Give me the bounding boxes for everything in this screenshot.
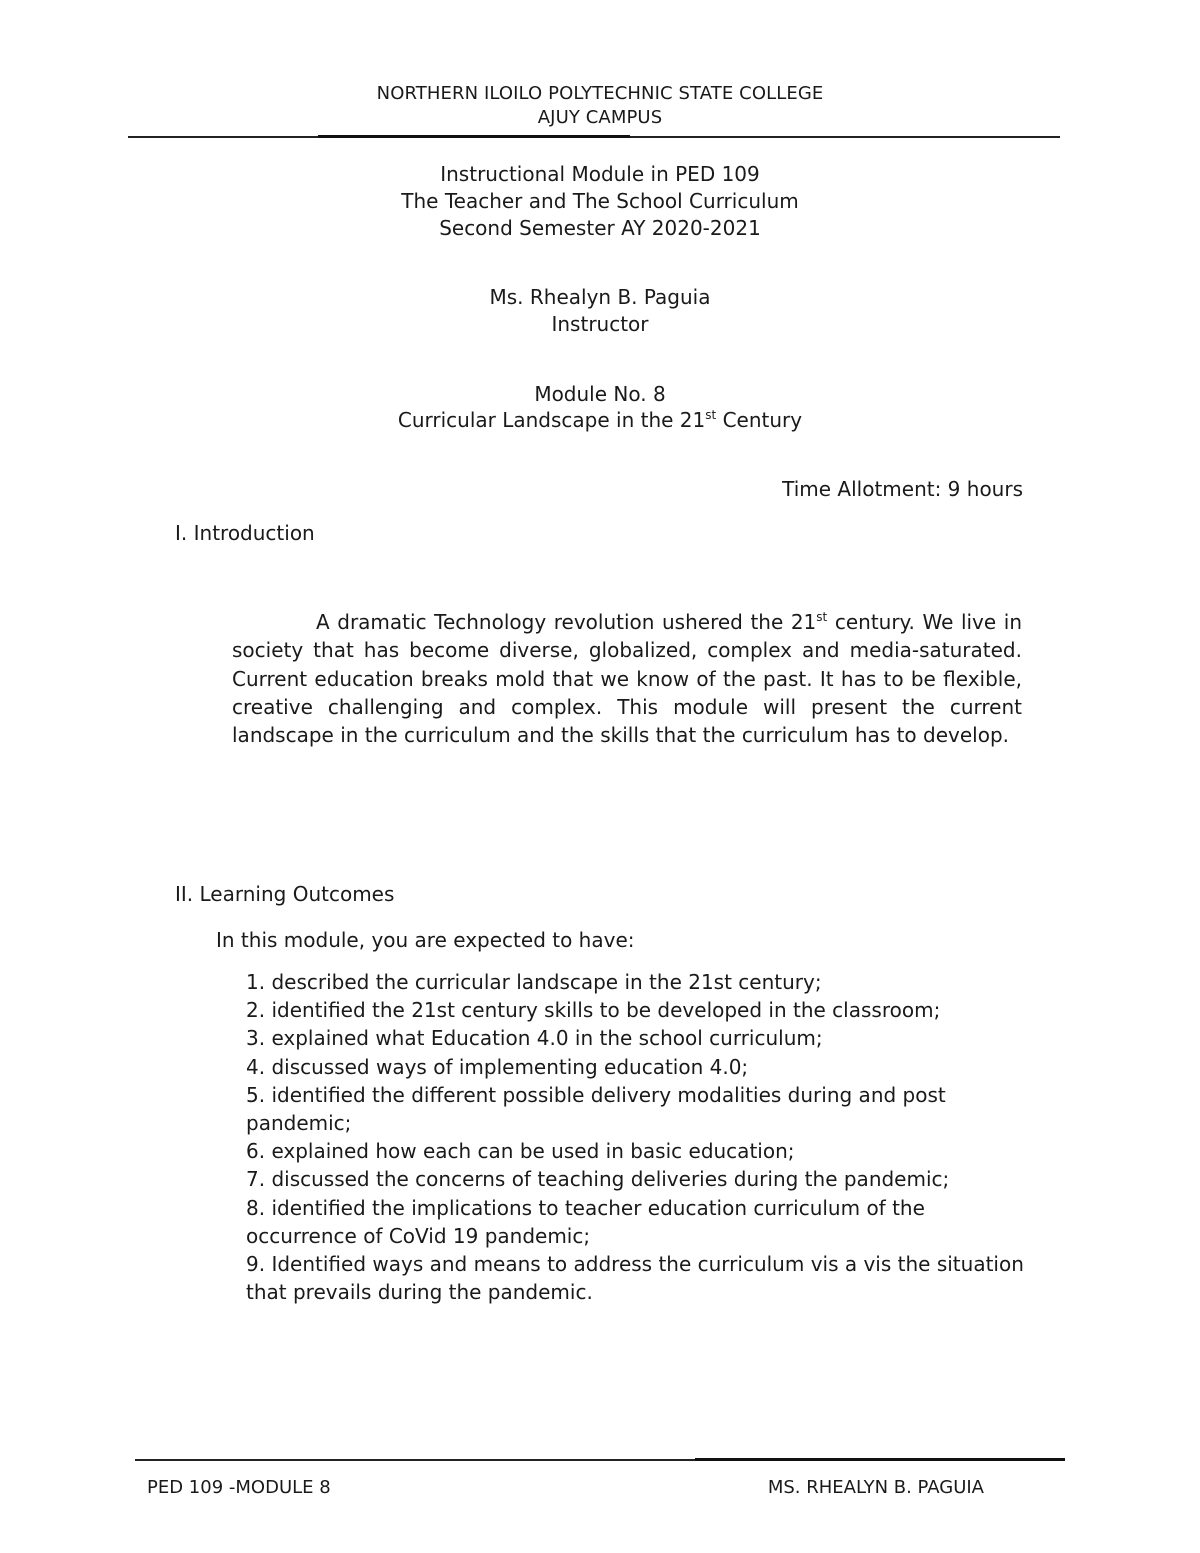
module-title (0, 406, 1200, 434)
list-item: 9. Identified ways and means to address the curriculum vis a vis the situation that prevails during the pandemic. (246, 1252, 1024, 1305)
module-title-superscript: st (705, 408, 717, 422)
semester-line: Second Semester AY 2020-2021 (439, 216, 761, 240)
list-item: 3. explained what Education 4.0 in the school curriculum; (246, 1026, 823, 1051)
instructor-role: Instructor (551, 312, 649, 336)
header-rule-left (128, 136, 318, 138)
time-allotment: Time Allotment: 9 hours (782, 477, 1023, 501)
list-item: 4. discussed ways of implementing education 4.0; (246, 1054, 749, 1079)
college-name: NORTHERN ILOILO POLYTECHNIC STATE COLLEGE (376, 83, 824, 104)
instructor-name: Ms. Rhealyn B. Paguia (489, 285, 711, 309)
intro-text-start: A dramatic Technology revolution ushered the 21 (316, 610, 817, 634)
module-title-suffix: Century (716, 408, 803, 432)
outcomes-list (246, 968, 1036, 1306)
list-item: 6. explained how each can be used in basic education; (246, 1139, 795, 1164)
list-item: 2. identified the 21st century skills to be developed in the classroom; (246, 998, 941, 1023)
list-item: 7. discussed the concerns of teaching deliveries during the pandemic; (246, 1167, 950, 1192)
footer-instructor: MS. RHEALYN B. PAGUIA (767, 1477, 984, 1498)
outcomes-lead: In this module, you are expected to have: (216, 928, 635, 952)
module-heading: Instructional Module in PED 109 (440, 162, 760, 186)
intro-superscript: st (816, 610, 828, 624)
introduction-paragraph (232, 608, 1022, 749)
list-item: 8. identified the implications to teacher education curriculum of the occurrence of CoVid 19 pandemic; (246, 1195, 925, 1248)
header-rule-middle (318, 135, 630, 138)
learning-outcomes-heading: II. Learning Outcomes (175, 882, 395, 906)
list-item: 5. identified the different possible delivery modalities during and post pandemic; (246, 1082, 946, 1136)
intro-text-rest: century. We live in society that has become diverse, globalized, complex and media-saturated. Current education breaks mold that we know of the past. It has to be flexible, creative challenging and complex. This module will present the current landscape in the curriculum and the skills that the curriculum has to develop. (232, 610, 1023, 748)
introduction-heading: I. Introduction (175, 521, 315, 545)
course-title: The Teacher and The School Curriculum (401, 189, 799, 213)
module-number: Module No. 8 (534, 382, 666, 406)
campus-name: AJUY CAMPUS (537, 107, 663, 128)
footer-course: PED 109 -MODULE 8 (147, 1477, 331, 1498)
header-rule-right (630, 136, 1060, 138)
module-title-text: Curricular Landscape in the 21 (397, 408, 706, 432)
footer-rule-left (135, 1459, 695, 1461)
list-item: 1. described the curricular landscape in the 21st century; (246, 970, 822, 994)
footer-rule-right (695, 1458, 1065, 1461)
